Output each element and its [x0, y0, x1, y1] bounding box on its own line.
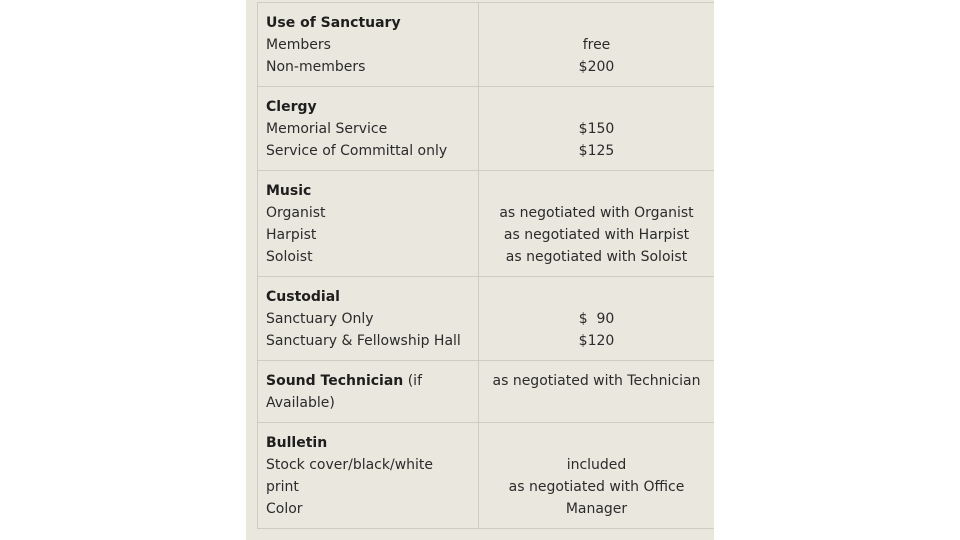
section-title: Bulletin	[266, 435, 328, 451]
item-label: Stock cover/black/white print	[266, 457, 434, 495]
section-title: Custodial	[266, 289, 340, 305]
item-label: Memorial Service	[266, 121, 388, 137]
section-title: Sound Technician	[266, 373, 404, 389]
fee-value: $ 90	[578, 311, 615, 327]
section-title: Use of Sanctuary	[266, 15, 401, 31]
table-row	[258, 423, 715, 529]
fee-value: as negotiated with Organist	[499, 205, 694, 221]
fee-cell	[479, 277, 715, 361]
fee-cell	[479, 361, 715, 423]
item-cell	[258, 87, 479, 171]
fee-schedule-panel	[246, 0, 714, 540]
item-label: Members	[266, 37, 331, 53]
item-cell	[258, 277, 479, 361]
item-label: Organist	[266, 205, 326, 221]
item-label: Service of Committal only	[266, 143, 448, 159]
fee-value: $125	[578, 143, 615, 159]
fee-value: as negotiated with Technician	[492, 373, 701, 389]
item-label: Color	[266, 501, 303, 517]
fee-schedule-table	[257, 2, 714, 529]
fee-value: $150	[578, 121, 615, 137]
fee-cell	[479, 3, 715, 87]
section-title: Clergy	[266, 99, 317, 115]
item-label: Non-members	[266, 59, 366, 75]
section-title: Music	[266, 183, 312, 199]
fee-cell	[479, 423, 715, 529]
fee-cell	[479, 171, 715, 277]
fee-value: as negotiated with Harpist	[503, 227, 690, 243]
item-cell	[258, 3, 479, 87]
item-label: Sanctuary & Fellowship Hall	[266, 333, 461, 349]
fee-value: free	[582, 37, 611, 53]
fee-value: included	[566, 457, 627, 473]
fee-value: $200	[578, 59, 615, 75]
item-cell	[258, 423, 479, 529]
table-row	[258, 3, 715, 87]
fee-value: $120	[578, 333, 615, 349]
item-label: Harpist	[266, 227, 317, 243]
table-row	[258, 361, 715, 423]
item-cell	[258, 361, 479, 423]
item-label: Sanctuary Only	[266, 311, 374, 327]
section-title-note: (if Available)	[266, 373, 422, 411]
fee-value: as negotiated with Office Manager	[508, 479, 685, 517]
item-cell	[258, 171, 479, 277]
fee-cell	[479, 87, 715, 171]
table-row	[258, 171, 715, 277]
item-label: Soloist	[266, 249, 313, 265]
fee-value: as negotiated with Soloist	[505, 249, 688, 265]
table-row	[258, 87, 715, 171]
table-row	[258, 277, 715, 361]
